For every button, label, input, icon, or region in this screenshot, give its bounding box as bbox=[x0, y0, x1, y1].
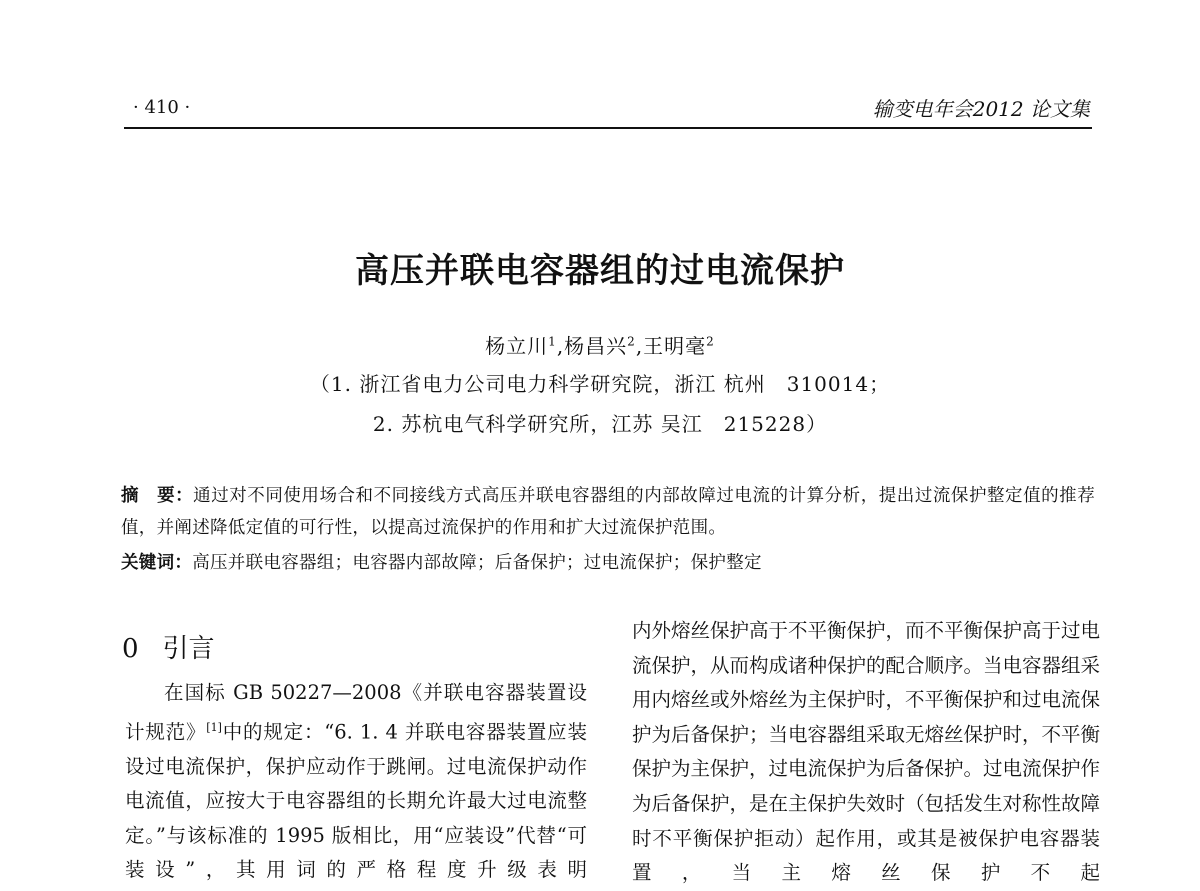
body-left-text-post: 中的规定：“6. 1. 4 并联电容器装置应装设过电流保护，保护应动作于跳闸。过电流保护动作电流值，应按大于电容器组的长期允许最大过电流整定。”与该标准的 1995 版相比，用“应装设”代替“可装设”，其用词的严格程度升级表明 bbox=[125, 720, 587, 882]
paper-title: 高压并联电容器组的过电流保护 bbox=[355, 251, 845, 291]
keywords-label: 关键词： bbox=[121, 553, 193, 573]
author-1: 杨立川 bbox=[485, 334, 549, 358]
abstract bbox=[121, 480, 1095, 544]
section-heading bbox=[122, 628, 215, 665]
abstract-text: 通过对不同使用场合和不同接线方式高压并联电容器组的内部故障过电流的计算分析，提出过流保护整定值的推荐值，并阐述降低定值的可行性，以提高过流保护的作用和扩大过流保护范围。 bbox=[121, 486, 1095, 538]
author-3-affil: 2 bbox=[706, 334, 715, 349]
page-number: · 410 · bbox=[133, 97, 191, 118]
affiliation-2: 2. 苏杭电气科学研究所，江苏 吴江 215228） bbox=[372, 412, 828, 436]
affiliation-1: （1. 浙江省电力公司电力科学研究院，浙江 杭州 310014； bbox=[309, 372, 891, 396]
author-1-affil: 1 bbox=[548, 334, 557, 349]
section-title: 引言 bbox=[162, 634, 215, 664]
author-separator: , bbox=[635, 334, 644, 358]
journal-title: 输变电年会2012 论文集 bbox=[872, 97, 1090, 121]
body-column-right: 内外熔丝保护高于不平衡保护，而不平衡保护高于过电流保护，从而构成诸种保护的配合顺序。当电容器组采用内熔丝或外熔丝为主保护时，不平衡保护和过电流保护为后备保护；当电容器组采取无熔丝保护时，不平衡保护为主保护，过电流保护为后备保护。过电流保护作为后备保护，是在主保护失效时（包括发生对称性故障时不平衡保护拒动）起作用，或其是被保护电容器装置，当主熔丝保护不起 bbox=[632, 619, 1101, 885]
body-left-text-pre: 在国标 GB 50227—2008《并联电容器装置设计规范》 bbox=[125, 681, 587, 744]
citation-ref: [1] bbox=[206, 720, 222, 734]
author-2-affil: 2 bbox=[627, 334, 636, 349]
author-2: 杨昌兴 bbox=[564, 334, 628, 358]
header-rule bbox=[124, 127, 1092, 129]
authors bbox=[0, 330, 1200, 359]
keywords-text: 高压并联电容器组；电容器内部故障；后备保护；过电流保护；保护整定 bbox=[192, 553, 762, 573]
body-column-left bbox=[125, 676, 587, 888]
author-3: 王明毫 bbox=[643, 334, 707, 358]
keywords bbox=[121, 547, 1095, 579]
author-separator: , bbox=[556, 334, 565, 358]
section-number: 0 bbox=[122, 634, 139, 664]
abstract-label: 摘 要： bbox=[121, 486, 194, 506]
